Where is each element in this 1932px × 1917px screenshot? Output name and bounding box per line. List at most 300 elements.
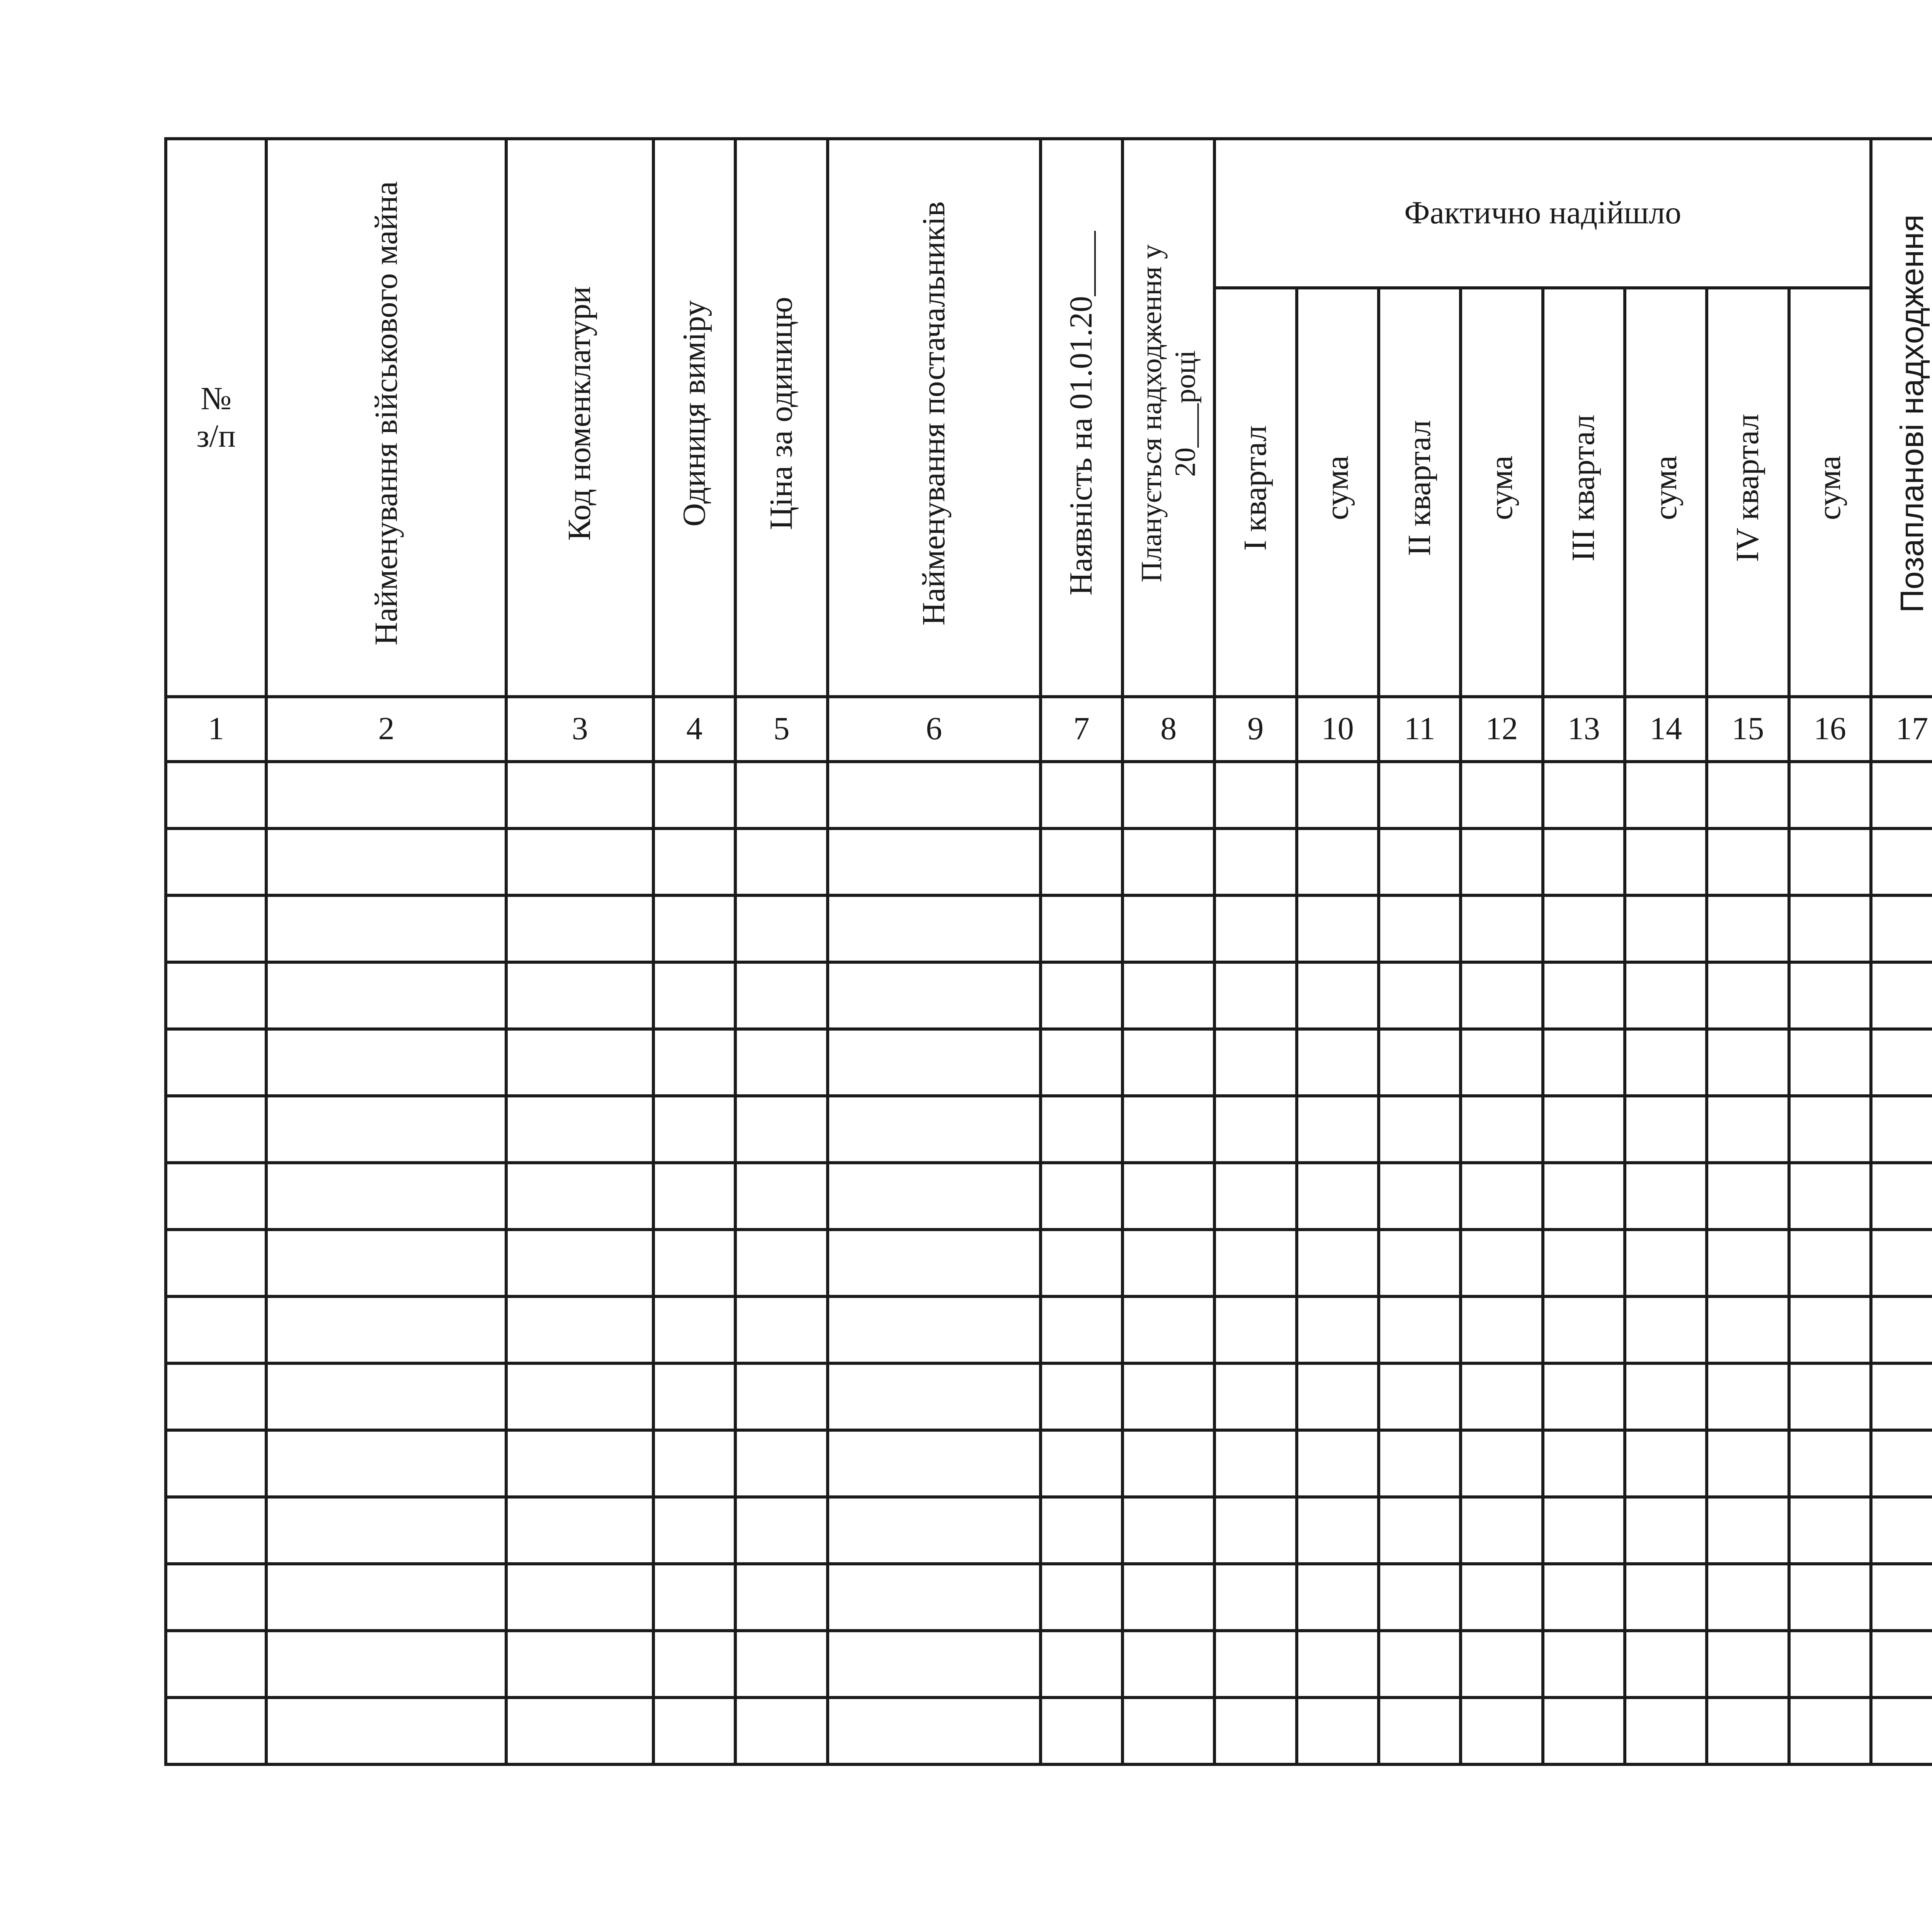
table-cell[interactable] (1789, 828, 1871, 895)
header-q3-sum-label: сума (1647, 456, 1684, 520)
table-cell[interactable] (1461, 962, 1543, 1029)
table-cell[interactable] (1297, 1497, 1379, 1564)
table-cell[interactable] (266, 1564, 506, 1631)
table-cell[interactable] (266, 1029, 506, 1096)
table-cell[interactable] (166, 1230, 266, 1296)
table-cell[interactable] (1214, 1430, 1296, 1497)
table-cell[interactable] (1379, 1564, 1461, 1631)
table-cell[interactable] (1789, 1430, 1871, 1497)
table-cell[interactable] (735, 895, 827, 962)
table-cell[interactable] (1625, 1296, 1707, 1363)
table-cell[interactable] (1543, 1698, 1625, 1764)
table-row (166, 1564, 1932, 1631)
table-cell[interactable] (1297, 1163, 1379, 1230)
table-cell[interactable] (1041, 1363, 1122, 1430)
table-cell[interactable] (1379, 1230, 1461, 1296)
column-number: 11 (1379, 697, 1461, 762)
table-cell[interactable] (1625, 1163, 1707, 1230)
table-cell[interactable] (1543, 1296, 1625, 1363)
table-cell[interactable] (1871, 1163, 1932, 1230)
table-cell[interactable] (1297, 1029, 1379, 1096)
table-cell[interactable] (1297, 1230, 1379, 1296)
table-cell[interactable] (266, 1363, 506, 1430)
table-cell[interactable] (1707, 1096, 1789, 1163)
table-cell[interactable] (653, 828, 735, 895)
table-cell[interactable] (506, 1029, 653, 1096)
table-cell[interactable] (828, 1631, 1041, 1698)
table-cell[interactable] (1789, 1296, 1871, 1363)
table-cell[interactable] (1461, 828, 1543, 895)
table-cell[interactable] (506, 1564, 653, 1631)
header-unit-price (735, 139, 827, 697)
table-cell[interactable] (1871, 1096, 1932, 1163)
table-cell[interactable] (1122, 1029, 1214, 1096)
table-cell[interactable] (1041, 828, 1122, 895)
table-cell[interactable] (1461, 895, 1543, 962)
table-cell[interactable] (1122, 1631, 1214, 1698)
table-cell[interactable] (1461, 1698, 1543, 1764)
table-cell[interactable] (1461, 1564, 1543, 1631)
table-cell[interactable] (653, 1430, 735, 1497)
table-cell[interactable] (166, 1363, 266, 1430)
table-cell[interactable] (735, 1430, 827, 1497)
table-cell[interactable] (653, 1497, 735, 1564)
table-cell[interactable] (1122, 1096, 1214, 1163)
header-q1-label: I квартал (1237, 425, 1274, 551)
table-cell[interactable] (653, 1029, 735, 1096)
header-q4-label: IV квартал (1730, 414, 1766, 562)
table-cell[interactable] (1122, 1698, 1214, 1764)
table-cell[interactable] (653, 1296, 735, 1363)
table-cell[interactable] (653, 962, 735, 1029)
table-cell[interactable] (1041, 895, 1122, 962)
table-cell[interactable] (1461, 1163, 1543, 1230)
header-q1-sum-label: сума (1319, 456, 1355, 520)
table-cell[interactable] (828, 762, 1041, 828)
table-cell[interactable] (1461, 1096, 1543, 1163)
table-cell[interactable] (1461, 1631, 1543, 1698)
table-cell[interactable] (1543, 1430, 1625, 1497)
table-cell[interactable] (266, 1230, 506, 1296)
table-cell[interactable] (1871, 1296, 1932, 1363)
table-cell[interactable] (653, 1698, 735, 1764)
table-cell[interactable] (1543, 1497, 1625, 1564)
table-cell[interactable] (1122, 1564, 1214, 1631)
table-cell[interactable] (1379, 1296, 1461, 1363)
table-cell[interactable] (1041, 1163, 1122, 1230)
table-cell[interactable] (506, 828, 653, 895)
table-cell[interactable] (506, 1296, 653, 1363)
table-cell[interactable] (1041, 1631, 1122, 1698)
table-cell[interactable] (828, 962, 1041, 1029)
table-cell[interactable] (1871, 1564, 1932, 1631)
table-cell[interactable] (1707, 1698, 1789, 1764)
table-row (166, 762, 1932, 828)
table-cell[interactable] (1122, 1163, 1214, 1230)
table-cell[interactable] (1041, 1230, 1122, 1296)
header-availability (1041, 139, 1122, 697)
table-cell[interactable] (1625, 895, 1707, 962)
table-row (166, 1296, 1932, 1363)
table-cell[interactable] (1297, 1430, 1379, 1497)
table-cell[interactable] (166, 762, 266, 828)
table-cell[interactable] (735, 762, 827, 828)
table-cell[interactable] (1379, 1096, 1461, 1163)
table-cell[interactable] (1461, 1296, 1543, 1363)
table-cell[interactable] (1379, 962, 1461, 1029)
table-cell[interactable] (735, 1497, 827, 1564)
table-cell[interactable] (1214, 1631, 1296, 1698)
table-cell[interactable] (1543, 962, 1625, 1029)
table-cell[interactable] (1297, 762, 1379, 828)
table-cell[interactable] (1041, 1029, 1122, 1096)
table-cell[interactable] (506, 1230, 653, 1296)
table-cell[interactable] (266, 1163, 506, 1230)
table-cell[interactable] (506, 1363, 653, 1430)
table-cell[interactable] (1041, 1096, 1122, 1163)
table-cell[interactable] (1707, 1564, 1789, 1631)
table-cell[interactable] (1379, 1029, 1461, 1096)
table-cell[interactable] (1871, 1430, 1932, 1497)
table-cell[interactable] (828, 895, 1041, 962)
table-cell[interactable] (1041, 1296, 1122, 1363)
column-number: 3 (506, 697, 653, 762)
table-cell[interactable] (1122, 828, 1214, 895)
table-cell[interactable] (1297, 1631, 1379, 1698)
header-unplanned (1871, 139, 1932, 697)
table-cell[interactable] (1789, 1163, 1871, 1230)
table-cell[interactable] (1461, 1497, 1543, 1564)
table-cell[interactable] (166, 1631, 266, 1698)
table-cell[interactable] (1707, 828, 1789, 895)
column-number: 10 (1297, 697, 1379, 762)
table-cell[interactable] (506, 1698, 653, 1764)
table-cell[interactable] (653, 1564, 735, 1631)
table-cell[interactable] (1461, 1029, 1543, 1096)
table-cell[interactable] (166, 828, 266, 895)
header-unit (653, 139, 735, 697)
table-cell[interactable] (1625, 762, 1707, 828)
table-cell[interactable] (1543, 1029, 1625, 1096)
header-q3 (1543, 288, 1625, 697)
table-cell[interactable] (1789, 1497, 1871, 1564)
table-cell[interactable] (653, 762, 735, 828)
table-cell[interactable] (1707, 1363, 1789, 1430)
table-cell[interactable] (1214, 828, 1296, 895)
header-actual-received (1214, 139, 1871, 288)
table-cell[interactable] (735, 1096, 827, 1163)
table-cell[interactable] (1789, 1631, 1871, 1698)
table-cell[interactable] (1543, 1163, 1625, 1230)
table-cell[interactable] (506, 1497, 653, 1564)
header-q4-sum-label: сума (1811, 456, 1848, 520)
table-cell[interactable] (1543, 828, 1625, 895)
table-cell[interactable] (1871, 962, 1932, 1029)
table-cell[interactable] (1379, 1497, 1461, 1564)
column-number: 12 (1461, 697, 1543, 762)
table-cell[interactable] (1041, 1497, 1122, 1564)
table-cell[interactable] (1543, 1230, 1625, 1296)
header-q2-label: II квартал (1401, 420, 1437, 556)
table-cell[interactable] (1543, 762, 1625, 828)
table-cell[interactable] (1707, 1631, 1789, 1698)
table-cell[interactable] (828, 1564, 1041, 1631)
table-cell[interactable] (735, 1564, 827, 1631)
table-row (166, 962, 1932, 1029)
table-cell[interactable] (828, 828, 1041, 895)
table-row (166, 828, 1932, 895)
table-cell[interactable] (166, 1296, 266, 1363)
header-actual-received-label: Фактично надійшло (1404, 195, 1682, 231)
table-cell[interactable] (266, 1698, 506, 1764)
table-cell[interactable] (1707, 895, 1789, 962)
column-number-row (166, 697, 1932, 762)
table-cell[interactable] (166, 962, 266, 1029)
table-cell[interactable] (1871, 828, 1932, 895)
table-cell[interactable] (1297, 1564, 1379, 1631)
table-cell[interactable] (166, 895, 266, 962)
column-number: 4 (653, 697, 735, 762)
table-cell[interactable] (1871, 762, 1932, 828)
table-cell[interactable] (828, 1296, 1041, 1363)
table-cell[interactable] (735, 1230, 827, 1296)
table-cell[interactable] (266, 962, 506, 1029)
table-cell[interactable] (1214, 962, 1296, 1029)
table-cell[interactable] (1214, 1564, 1296, 1631)
header-q3-sum (1625, 288, 1707, 697)
table-cell[interactable] (1214, 895, 1296, 962)
table-cell[interactable] (1379, 1631, 1461, 1698)
table-cell[interactable] (1707, 1230, 1789, 1296)
table-cell[interactable] (1789, 962, 1871, 1029)
table-cell[interactable] (735, 1029, 827, 1096)
table-row (166, 1698, 1932, 1764)
table-cell[interactable] (506, 1430, 653, 1497)
table-cell[interactable] (735, 962, 827, 1029)
table-cell[interactable] (653, 1163, 735, 1230)
table-cell[interactable] (266, 828, 506, 895)
header-row-top (166, 139, 1932, 288)
table-cell[interactable] (506, 1096, 653, 1163)
table-cell[interactable] (1625, 1029, 1707, 1096)
header-q3-label: III квартал (1565, 414, 1602, 561)
table-cell[interactable] (1214, 1363, 1296, 1430)
table-cell[interactable] (1379, 895, 1461, 962)
header-q4 (1707, 288, 1789, 697)
table-cell[interactable] (1041, 762, 1122, 828)
table-cell[interactable] (1214, 1497, 1296, 1564)
table-cell[interactable] (1871, 1698, 1932, 1764)
table-row (166, 1497, 1932, 1564)
column-number: 15 (1707, 697, 1789, 762)
table-cell[interactable] (1297, 828, 1379, 895)
table-cell[interactable] (1461, 1363, 1543, 1430)
table-cell[interactable] (1041, 962, 1122, 1029)
table-cell[interactable] (1789, 1029, 1871, 1096)
table-cell[interactable] (1379, 1698, 1461, 1764)
table-cell[interactable] (1214, 1029, 1296, 1096)
table-cell[interactable] (506, 1631, 653, 1698)
table-cell[interactable] (828, 1230, 1041, 1296)
table-cell[interactable] (1461, 1430, 1543, 1497)
table-cell[interactable] (1707, 1029, 1789, 1096)
table-cell[interactable] (653, 1230, 735, 1296)
table-cell[interactable] (166, 1096, 266, 1163)
table-cell[interactable] (653, 895, 735, 962)
table-cell[interactable] (1543, 895, 1625, 962)
table-cell[interactable] (1625, 1497, 1707, 1564)
table-cell[interactable] (1297, 895, 1379, 962)
table-cell[interactable] (828, 1096, 1041, 1163)
table-cell[interactable] (266, 1096, 506, 1163)
table-cell[interactable] (1789, 1363, 1871, 1430)
table-cell[interactable] (1214, 1296, 1296, 1363)
table-cell[interactable] (506, 962, 653, 1029)
table-cell[interactable] (1297, 962, 1379, 1029)
header-planned-receipt (1122, 139, 1214, 697)
table-cell[interactable] (166, 1163, 266, 1230)
table-cell[interactable] (1543, 1564, 1625, 1631)
table-cell[interactable] (1041, 1564, 1122, 1631)
table-cell[interactable] (828, 1163, 1041, 1230)
table-cell[interactable] (735, 1296, 827, 1363)
table-cell[interactable] (1625, 828, 1707, 895)
table-row (166, 1163, 1932, 1230)
table-row (166, 1363, 1932, 1430)
header-q2-sum (1461, 288, 1543, 697)
table-cell[interactable] (1871, 1230, 1932, 1296)
table-cell[interactable] (1122, 1497, 1214, 1564)
table-cell[interactable] (1625, 1230, 1707, 1296)
table-cell[interactable] (1707, 1163, 1789, 1230)
table-cell[interactable] (1122, 962, 1214, 1029)
column-number: 6 (828, 697, 1041, 762)
table-cell[interactable] (1122, 1363, 1214, 1430)
table-cell[interactable] (653, 1631, 735, 1698)
header-q2 (1379, 288, 1461, 697)
table-cell[interactable] (1625, 1363, 1707, 1430)
table-cell[interactable] (1707, 1430, 1789, 1497)
column-number: 1 (166, 697, 266, 762)
column-number: 9 (1214, 697, 1296, 762)
table-cell[interactable] (1214, 762, 1296, 828)
table-cell[interactable] (1461, 1230, 1543, 1296)
table-row (166, 895, 1932, 962)
table-cell[interactable] (1122, 1296, 1214, 1363)
table-cell[interactable] (166, 1698, 266, 1764)
table-cell[interactable] (166, 1029, 266, 1096)
table-cell[interactable] (1122, 1230, 1214, 1296)
table-cell[interactable] (1297, 1698, 1379, 1764)
table-cell[interactable] (266, 1631, 506, 1698)
table-cell[interactable] (1214, 1230, 1296, 1296)
table-cell[interactable] (1379, 762, 1461, 828)
table-cell[interactable] (1041, 1698, 1122, 1764)
table-cell[interactable] (1871, 1029, 1932, 1096)
table-cell[interactable] (506, 762, 653, 828)
table-cell[interactable] (828, 1497, 1041, 1564)
table-cell[interactable] (1625, 1096, 1707, 1163)
table-cell[interactable] (1625, 1430, 1707, 1497)
table-cell[interactable] (1789, 1096, 1871, 1163)
table-cell[interactable] (1707, 762, 1789, 828)
table-cell[interactable] (1871, 895, 1932, 962)
table-cell[interactable] (735, 1698, 827, 1764)
table-cell[interactable] (828, 1430, 1041, 1497)
table-cell[interactable] (1214, 1163, 1296, 1230)
table-cell[interactable] (1625, 1631, 1707, 1698)
table-cell[interactable] (1461, 762, 1543, 828)
table-cell[interactable] (506, 895, 653, 962)
table-cell[interactable] (1625, 1564, 1707, 1631)
table-cell[interactable] (266, 1296, 506, 1363)
table-cell[interactable] (1789, 895, 1871, 962)
table-cell[interactable] (1122, 1430, 1214, 1497)
table-cell[interactable] (1543, 1096, 1625, 1163)
table-cell[interactable] (1379, 1163, 1461, 1230)
table-cell[interactable] (653, 1363, 735, 1430)
table-cell[interactable] (828, 1029, 1041, 1096)
table-cell[interactable] (1297, 1096, 1379, 1163)
table-cell[interactable] (1122, 762, 1214, 828)
table-cell[interactable] (1379, 1363, 1461, 1430)
table-cell[interactable] (166, 1564, 266, 1631)
table-cell[interactable] (828, 1363, 1041, 1430)
table-cell[interactable] (506, 1163, 653, 1230)
table-cell[interactable] (266, 1497, 506, 1564)
header-unplanned-label: Позапланові надходження (1893, 214, 1930, 613)
table-cell[interactable] (1625, 1698, 1707, 1764)
table-cell[interactable] (1625, 962, 1707, 1029)
header-suppliers-label: Найменування постачальників (915, 201, 952, 626)
header-suppliers (828, 139, 1041, 697)
table-cell[interactable] (735, 1631, 827, 1698)
table-cell[interactable] (266, 895, 506, 962)
table-cell[interactable] (1789, 1698, 1871, 1764)
table-cell[interactable] (1707, 1296, 1789, 1363)
header-availability-label: Наявність на 01.01.20____ (1063, 231, 1099, 596)
table-cell[interactable] (1543, 1363, 1625, 1430)
table-cell[interactable] (1543, 1631, 1625, 1698)
table-cell[interactable] (735, 1363, 827, 1430)
table-cell[interactable] (1041, 1430, 1122, 1497)
table-cell[interactable] (1707, 962, 1789, 1029)
table-cell[interactable] (1379, 1430, 1461, 1497)
table-cell[interactable] (1214, 1096, 1296, 1163)
table-cell[interactable] (1871, 1631, 1932, 1698)
table-cell[interactable] (1789, 1230, 1871, 1296)
table-cell[interactable] (1871, 1497, 1932, 1564)
column-number: 14 (1625, 697, 1707, 762)
table-cell[interactable] (1297, 1363, 1379, 1430)
table-cell[interactable] (166, 1497, 266, 1564)
table-cell[interactable] (1789, 762, 1871, 828)
table-cell[interactable] (1122, 895, 1214, 962)
table-cell[interactable] (266, 1430, 506, 1497)
table-cell[interactable] (828, 1698, 1041, 1764)
table-cell[interactable] (1214, 1698, 1296, 1764)
table-cell[interactable] (266, 762, 506, 828)
table-cell[interactable] (1379, 828, 1461, 895)
table-cell[interactable] (1871, 1363, 1932, 1430)
table-cell[interactable] (653, 1096, 735, 1163)
table-cell[interactable] (1297, 1296, 1379, 1363)
table-cell[interactable] (735, 828, 827, 895)
table-cell[interactable] (166, 1430, 266, 1497)
table-cell[interactable] (1789, 1564, 1871, 1631)
table-cell[interactable] (735, 1163, 827, 1230)
table-cell[interactable] (1707, 1497, 1789, 1564)
